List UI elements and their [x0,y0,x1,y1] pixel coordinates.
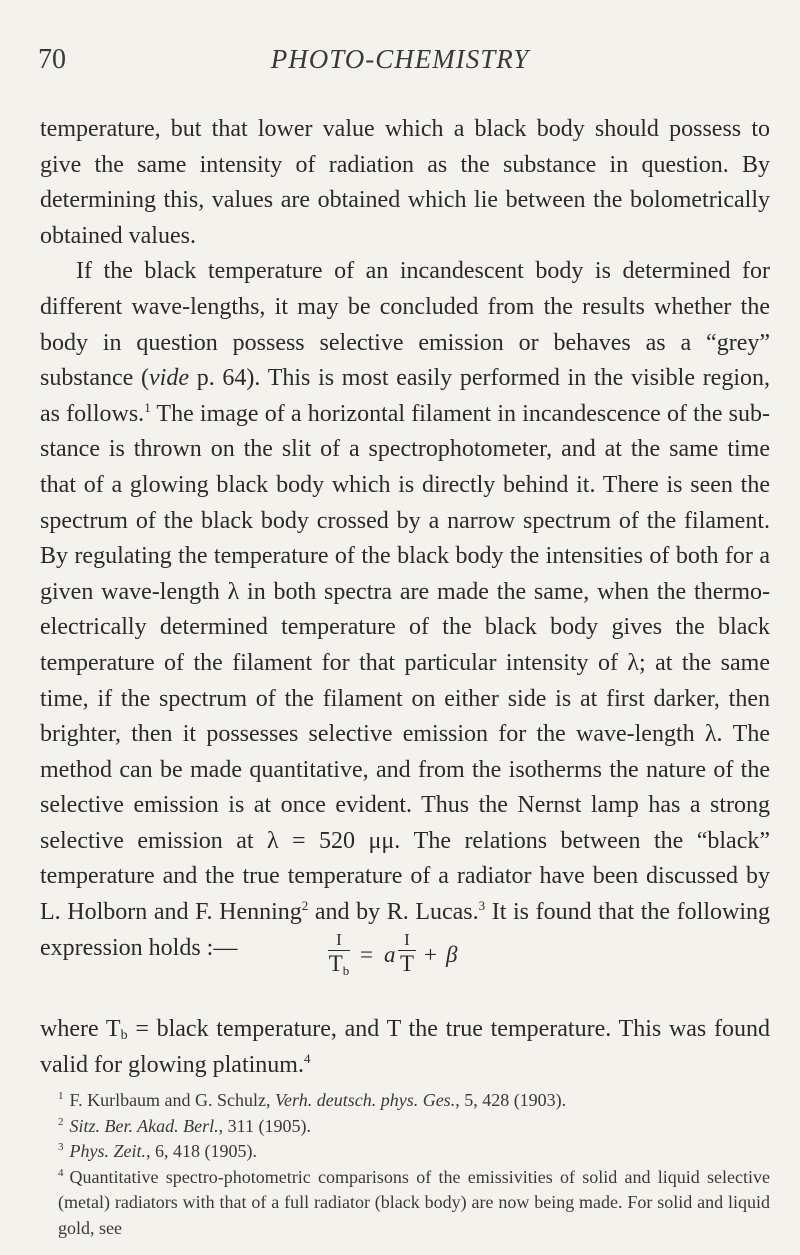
footnote-ref-3: 3 [478,898,486,914]
running-head: PHOTO-CHEMISTRY [270,44,530,74]
footnote-2-ref: , 311 (1905). [218,1115,311,1136]
footnote-ref-4: 4 [303,1050,311,1066]
page-number: 70 [38,44,66,75]
paragraph-2-part-3: The image of a horizontal filament in incandescence of the substance is thrown on the slit of a spectrophotometer, and at the same time that of a glowing black body which is directly behind it. There is seen the spectrum of the black body crossed by a narrow spectrum of the filament. By regulating the temperature of the black body the intensities of both for a given wave-length λ in both spectra are made the same, when the thermo-electrically determined temperature of the black body gives the black temperature of the filament for that particular intensity of λ; at the same time, if the spectrum of the filament on either side is at first darker, then brighter, then it possesses selective emission for the wave-length λ. The method can be made quantitative, and from the isotherms the nature of the selective emission is at once evident. Thus the Nernst lamp has a strong selective emission at λ = 520 μμ. The relations between the “black” temperature and the true temperature of a radiator have been discussed by L. Holborn and F. Henning [40,400,771,926]
footnote-3 [40,1139,770,1165]
footnote-1-mark: 1 [58,1090,64,1102]
footnote-2 [40,1114,770,1140]
footnote-ref-2: 2 [301,898,309,914]
where-subscript: b [120,1028,128,1043]
where-part-2: = black temperature, and T the true temperature. This was found valid for glowing platinum. [40,1016,770,1078]
equation-equals: = [360,942,373,967]
paragraph-2-part-4: and by R. Lucas. [308,899,479,926]
footnote-4-text: Quantitative spectro-photometric comparisons of the emissivities of solid and liquid selective (metal) radiators with that of a full radiator (black body) are now being made. For solid and liquid gold, see [58,1166,770,1238]
footnote-3-ref: , 6, 418 (1905). [146,1141,257,1162]
paragraph-2-part-2: p. 64). This is most easily performed in the visible region, as follows. [40,365,770,427]
paragraph-2-part-5: It is found that the following expression holds :— [40,899,771,961]
equation-rhs-fraction [398,930,416,977]
equation-rhs-denominator: T [399,951,415,976]
equation-lhs-t: T [328,951,343,976]
footnote-2-journal: Sitz. Ber. Akad. Berl. [69,1115,219,1136]
footnote-3-journal: Phys. Zeit. [69,1141,146,1162]
footnote-4-mark: 4 [58,1166,64,1179]
equation-lhs-numerator: I [336,930,342,949]
equation-coefficient: a [384,942,396,967]
footnote-ref-1: 1 [144,399,151,415]
equation-rhs-numerator: I [404,930,410,949]
footnote-1-journal: Verh. deutsch. phys. Ges. [275,1090,456,1110]
page-header [0,44,800,84]
where-part-1: where T [40,1016,121,1042]
body-text [40,112,770,966]
equation-plus: + [424,942,437,967]
footnote-3-mark: 3 [58,1141,64,1154]
paragraph-2 [40,254,770,966]
equation [0,930,800,1000]
footnote-2-mark: 2 [58,1115,64,1128]
equation-beta: β [446,942,458,967]
equation-lhs-fraction [328,930,350,977]
footnote-1-authors: F. Kurlbaum and G. Schulz, [69,1090,276,1110]
equation-lhs-denominator [328,950,350,977]
footnotes [40,1088,770,1242]
paragraph-1: temperature, but that lower value which a black body should possess to give the same intensity of radiation as the substance in question. By determining this, values are obtained which lie between the bolometrically obtained values. [40,116,770,249]
footnote-4 [40,1165,770,1242]
equation-lhs-subscript: b [342,963,350,978]
vide-italic: vide [149,365,189,392]
footnote-1-ref: , 5, 428 (1903). [455,1090,567,1110]
paragraph-2-part-1: If the black temperature of an incandescent body is determined for different wave-lengths, it may be concluded from the results whether the body in question possess selective emission or behaves as a “grey” substance ( [40,258,770,392]
footnote-1 [40,1088,770,1114]
where-paragraph [40,1012,770,1083]
